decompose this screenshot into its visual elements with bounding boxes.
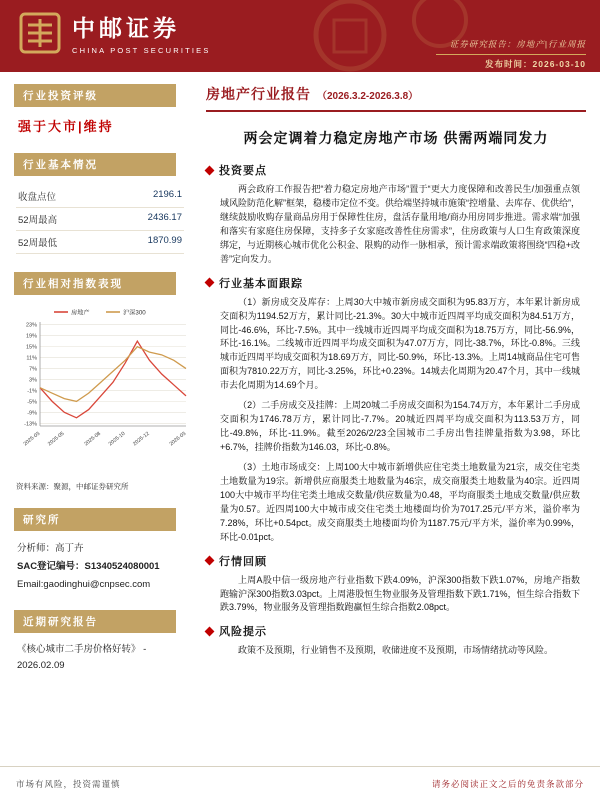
brand-logo-icon	[18, 11, 62, 55]
section-heading-label: 风险提示	[219, 626, 267, 639]
brand-name-cn: 中邮证券	[72, 15, 180, 41]
svg-text:2026-03: 2026-03	[168, 430, 188, 448]
brand-name-en: CHINA POST SECURITIES	[72, 46, 211, 55]
relative-index-chart	[14, 304, 190, 467]
diamond-bullet-icon	[205, 626, 215, 636]
analyst-email: Email:gaodinghui@cnpsec.com	[17, 579, 151, 591]
diamond-bullet-icon	[205, 278, 215, 288]
rating-section-header: 行业投资评级	[14, 84, 176, 107]
section-heading-label: 行业基本面跟踪	[219, 277, 303, 290]
chart-source-note: 资料来源：聚源，中邮证券研究所	[16, 482, 129, 491]
basics-section-header: 行业基本情况	[14, 153, 176, 176]
footer-disclaimer-right: 请务必阅读正文之后的免责条款部分	[431, 778, 584, 789]
svg-text:沪深300: 沪深300	[123, 309, 146, 317]
basics-value: 1870.99	[147, 235, 182, 246]
svg-text:-9%: -9%	[27, 410, 37, 417]
paragraph: 两会政府工作报告把“着力稳定房地产市场”置于“更大力度保障和改善民生/加强重点领域风险防范化解”框架，稳楼市定位不变。供给端坚持城市施策“控增量、去库存、优供给”，继续鼓励收购存量商品房用于保障性住房，盘活存量用地/商办用房同步推进。需求端“加强和落实有家庭住房保障，支持多子女家庭改善性住房需求”，住房政策与人口生育政策深度绑定，与近期核心城市优化公积金、限购的动作一脉相承，预计需求端政策将围绕“四稳+改善”定向发力。	[220, 184, 580, 264]
svg-text:11%: 11%	[26, 355, 37, 362]
svg-text:7%: 7%	[29, 366, 37, 373]
analyst-name: 分析师：高丁卉	[17, 543, 84, 554]
masthead	[0, 0, 600, 72]
table-row	[16, 185, 184, 208]
paragraph: （2）二手房成交及挂牌：上周20城二手房成交面积为154.74万方，本年累计二手房成交面积为1746.78万方，累计同比-7.7%。20城近四周平均成交面积为113.53万方，同比-49.8%，环比-11.9%。截至2026/2/23全国城市二手房出售挂牌量指数为3.98，环比+6.7%，挂牌价指数为146.03，环比-0.8%。	[220, 400, 580, 452]
basics-value: 2196.1	[152, 189, 182, 200]
section-heading-investment-points	[206, 162, 586, 178]
analyst-sac-number: SAC登记编号：S1340524080001	[17, 561, 160, 573]
gold-divider	[436, 54, 586, 55]
section-heading-label: 行情回顾	[219, 555, 267, 568]
paragraph: 政策不及预期，行业销售不及预期，收储进度不及预期，市场情绪扰动等风险。	[238, 645, 554, 656]
section-heading-fundamentals	[206, 275, 586, 291]
industry-rating-value: 强于大市|维持	[18, 119, 114, 134]
svg-text:2025-12: 2025-12	[132, 430, 151, 448]
report-category-label: 房地产行业报告	[206, 86, 311, 102]
svg-text:-1%: -1%	[27, 388, 37, 395]
diamond-bullet-icon	[205, 556, 215, 566]
svg-text:23%: 23%	[25, 322, 37, 329]
publish-date: 发布时间：2026-03-10	[485, 59, 586, 69]
svg-text:2025-03: 2025-03	[22, 430, 42, 448]
footer-disclaimer-left: 市场有风险，投资需谨慎	[16, 778, 121, 789]
page-title: 两会定调着力稳定房地产市场 供需两端同发力	[243, 130, 549, 146]
institute-section-header: 研究所	[14, 508, 176, 531]
table-row	[16, 231, 184, 254]
analyst-info	[17, 540, 192, 594]
diamond-bullet-icon	[205, 165, 215, 175]
basics-label: 52周最高	[18, 215, 58, 226]
report-period: （2026.3.2-2026.3.8）	[317, 91, 419, 102]
svg-text:房地产: 房地产	[71, 309, 90, 317]
section-heading-market-review	[206, 553, 586, 569]
paragraph: （3）土地市场成交：上周100大中城市新增供应住宅类土地数量为21宗，成交住宅类土地数量为19宗。新增供应商服类土地数量为46宗，成交商服类土地数量为40宗。近四周100大中城市平均住宅类土地成交数量/供应数量为0.48，平均商服类土地成交数量/供应数量为0.57。近四周100大中城市成交住宅类土地楼面均价为7017.25元/平方米，溢价率为7.28%，环比+0.54pct。成交商服类土地楼面均价为1187.75元/平方米，溢价率为0.99%，环比-0.01pct。	[220, 461, 580, 542]
report-type-label: 证券研究报告：房地产|行业周报	[449, 39, 586, 49]
report-header-row	[206, 84, 586, 112]
svg-text:2025-10: 2025-10	[107, 430, 127, 448]
svg-text:19%: 19%	[25, 333, 37, 340]
basics-label: 收盘点位	[18, 192, 57, 203]
basics-value: 2436.17	[147, 212, 182, 223]
svg-text:-13%: -13%	[24, 421, 37, 428]
chart-section-header: 行业相对指数表现	[14, 272, 176, 295]
svg-text:15%: 15%	[25, 344, 37, 351]
svg-text:2025-08: 2025-08	[83, 430, 103, 448]
section-heading-risk	[206, 623, 586, 639]
page-footer	[0, 766, 600, 800]
paragraph: （1）新房成交及库存：上周30大中城市新房成交面积为95.83万方，本年累计新房成交面积为1194.52万方，累计同比-21.3%。30大中城市近四周平均成交面积为84.51万方，同比-46.6%，环比-7.5%。其中一线城市近四周平均成交面积为18.75万方，同比-56.9%，环比-16.1%。二线城市近四周平均成交面积为47.07万方，同比-38.7%，环比-0.8%。三线城市近四周平均成交面积为18.69万方，同比-50.9%，环比-13.3%。上周14城商品住宅可售面积为7810.22万方，同比-3.25%，环比+0.23%。14城去化周期为20.47个月，其中一线城市去化周期为14.69个月。	[220, 296, 580, 391]
brand	[18, 10, 211, 55]
industry-basics-table	[16, 185, 184, 254]
section-heading-label: 投资要点	[219, 165, 267, 177]
basics-label: 52周最低	[18, 238, 58, 249]
recent-reports-section-header: 近期研究报告	[14, 610, 176, 633]
svg-text:-5%: -5%	[27, 399, 37, 406]
main-content	[206, 84, 586, 664]
recent-report-item[interactable]: 《核心城市二手房价格好转》 - 2026.02.09	[17, 644, 147, 672]
sidebar	[14, 84, 192, 674]
svg-text:2025-05: 2025-05	[46, 430, 66, 448]
paragraph: 上周A股中信一级房地产行业指数下跌4.09%，沪深300指数下跌1.07%，房地产指数跑输沪深300指数3.03pct。上周港股恒生物业服务及管理指数下跌1.71%，恒生综合指数下跌3.79%，物业服务及管理指数跑赢恒生综合指数2.08pct。	[220, 574, 580, 613]
table-row	[16, 208, 184, 231]
svg-text:3%: 3%	[29, 377, 37, 384]
